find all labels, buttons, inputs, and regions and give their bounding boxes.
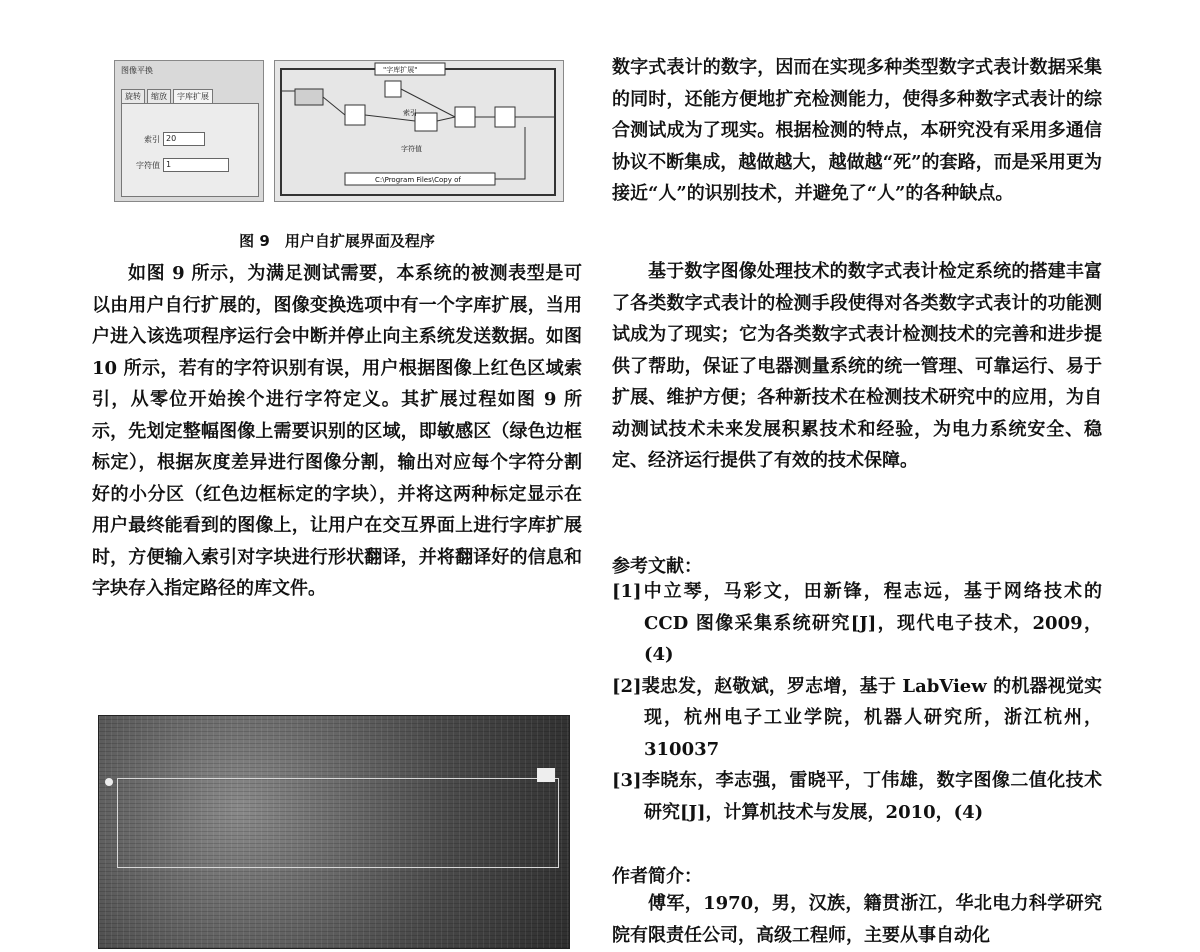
wire-1 — [323, 97, 345, 115]
vi-node-1 — [345, 105, 365, 125]
wire-6 — [495, 127, 525, 179]
figure-9 — [114, 60, 564, 202]
left-body-paragraph: 如图 9 所示，为满足测试需要，本系统的被测表型是可以由用户自行扩展的，图像变换选项中有一个字库扩展，当用户进入该选项程序运行会中断并停止向主系统发送数据。如图 10 所示，若有的字符识别有误，用户根据图像上红色区域索引，从零位开始挨个进行字符定义。其扩展过程如图 9 所示，先划定整幅图像上需要识别的区域，即敏感区（绿色边框标定），根据灰度差异进行图像分割，输出对应每个字符分割好的小分区（红色边框标定的字块），并将这两种标定显示在用户最终能看到的图像上，让用户在交互界面上进行字库扩展时，方便输入索引对字块进行形状翻译，并将翻译好的信息和字块存入指定路径的库文件。 — [92, 263, 582, 599]
block-diagram — [274, 60, 564, 202]
author-bio: 傅军，1970，男，汉族，籍贯浙江，华北电力科学研究院有限责任公司，高级工程师，主要从事自动化 — [612, 893, 1102, 946]
references-list — [612, 576, 1102, 828]
vi-node-3 — [415, 113, 437, 131]
figure-10-image — [98, 715, 570, 949]
tab-font-extension[interactable]: 字库扩展 — [173, 89, 213, 104]
const-index-label: 索引 — [403, 109, 417, 117]
user-extension-panel — [114, 60, 264, 202]
block-diagram-svg — [275, 61, 564, 202]
right-marker — [537, 768, 555, 782]
vi-node-4 — [455, 107, 475, 127]
vi-node-5 — [495, 107, 515, 127]
char-field-row — [130, 158, 229, 172]
sensitive-region-box — [117, 778, 559, 868]
reference-item: [2]裴忠发，赵敬斌，罗志增，基于 LabView 的机器视觉实现，杭州电子工业学院，机器人研究所，浙江杭州，310037 — [612, 675, 1102, 760]
case-selector-label: "字库扩展" — [383, 66, 418, 74]
tab-rotate[interactable]: 旋转 — [121, 89, 145, 104]
index-field-row — [130, 132, 205, 146]
char-value-input[interactable]: 1 — [163, 158, 229, 172]
tab-strip — [121, 89, 215, 104]
path-constant-label: C:\Program Files\Copy of — [375, 176, 461, 184]
wire-4 — [437, 117, 455, 121]
panel-title: 图像平换 — [121, 66, 153, 75]
right-body-paragraph-1: 数字式表计的数字，因而在实现多种类型数字式表计数据采集的同时，还能方便地扩充检测能力，使得多种数字式表计的综合测试成为了现实。根据检测的特点，本研究没有采用多通信协议不断集成，越做越大，越做越“死”的套路，而是采用更为接近“人”的识别技术，并避免了“人”的各种缺点。 — [612, 57, 1102, 204]
reference-item: [3]李晓东，李志强，雷晓平，丁伟雄，数字图像二值化技术研究[J]，计算机技术与发展，2010，(4) — [612, 770, 1102, 823]
references-heading: 参考文献： — [612, 556, 702, 577]
author-heading: 作者简介： — [612, 866, 702, 887]
vi-node-2 — [385, 81, 401, 97]
tab-scale[interactable]: 缩放 — [147, 89, 171, 104]
const-char-label: 字符值 — [401, 145, 422, 153]
left-marker — [105, 778, 113, 786]
reference-item: [1]中立琴，马彩文，田新锋，程志远，基于网络技术的 CCD 图像采集系统研究[J]，现代电子技术，2009，(4) — [612, 581, 1102, 665]
right-body-paragraph-2: 基于数字图像处理技术的数字式表计检定系统的搭建丰富了各类数字式表计的检测手段使得对各类数字式表计的功能测试成为了现实；它为各类数字式表计检测技术的完善和进步提供了帮助，保证了电器测量系统的统一管理、可靠运行、易于扩展、维护方便；各种新技术在检测技术研究中的应用，为自动测试技术未来发展积累技术和经验，为电力系统安全、稳定、经济运行提供了有效的技术保障。 — [612, 261, 1102, 471]
input-node — [295, 89, 323, 105]
tab-body — [121, 103, 259, 197]
index-label: 索引 — [144, 134, 160, 144]
char-value-label: 字符值 — [136, 160, 160, 170]
index-input[interactable]: 20 — [163, 132, 205, 146]
figure-9-caption: 图 9 用户自扩展界面及程序 — [239, 232, 435, 250]
